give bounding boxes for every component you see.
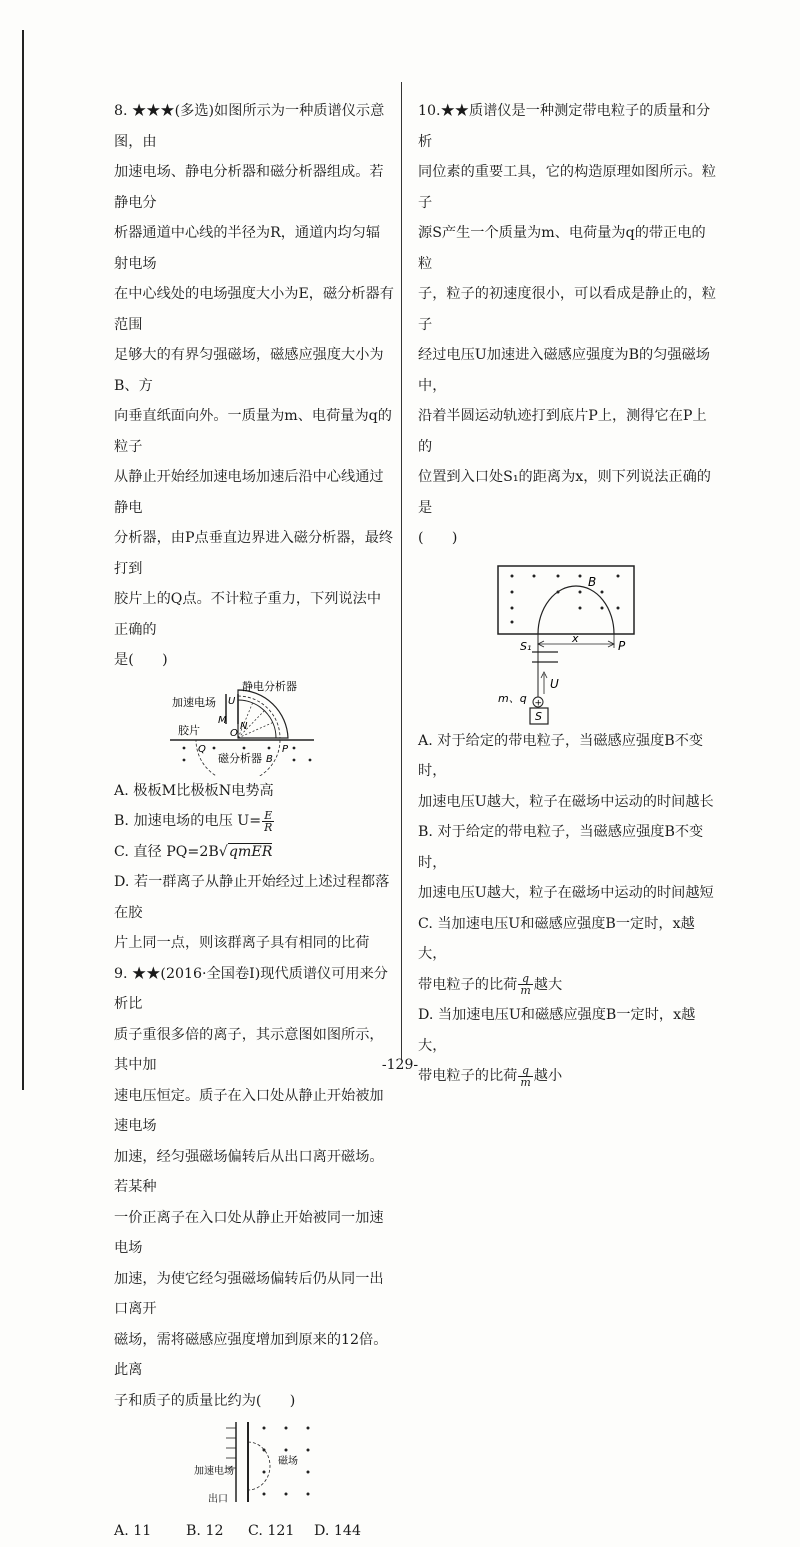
frac-denominator: m	[520, 984, 531, 997]
q8-option-b-text: B. 加速电场的电压 U=	[114, 813, 262, 829]
q8-o-label: O	[230, 727, 238, 739]
q8-u-label: U	[228, 695, 236, 707]
q8-film-label: 胶片	[178, 723, 200, 737]
q10-option-c-line1: C. 当加速电压U和磁感应强度B一定时，x越大，	[418, 915, 695, 962]
q8-line: 在中心线处的电场强度大小为E，磁分析器有范围	[114, 286, 394, 333]
right-column	[418, 96, 718, 1092]
q9-accel-label: 加速电场	[194, 1466, 234, 1477]
q10-field-dots	[511, 574, 620, 623]
q8-magnetic-label: 磁分析器	[218, 751, 262, 765]
q8-line: 足够大的有界匀强磁场，磁感应强度大小为B、方	[114, 347, 384, 394]
q10-option-d-text: 带电粒子的比荷	[418, 1068, 518, 1084]
q10-option-a-line2: 加速电压U越大，粒子在磁场中运动的时间越长	[418, 793, 714, 810]
q9-line: 磁场，需将磁感应强度增加到原来的12倍。此离	[114, 1331, 388, 1378]
q9-option-d: D. 144	[314, 1523, 361, 1539]
q8-p-label: P	[282, 743, 289, 755]
q9-line: 速电压恒定。质子在入口处从静止开始被加速电场	[114, 1087, 384, 1134]
frac-denominator: R	[264, 820, 273, 834]
q8-line: 析器通道中心线的半径为R，通道内均匀辐射电场	[114, 225, 381, 272]
q8-m-label: M	[218, 714, 227, 726]
q8-mass-spectrometer-diagram	[114, 676, 394, 776]
q9-line: 9. ★★(2016·全国卷Ⅰ)现代质谱仪可用来分析比	[114, 965, 388, 1012]
q10-option-a-line1: A. 对于给定的带电粒子，当磁感应强度B不变时，	[418, 732, 704, 779]
q8-line: 胶片上的Q点。不计粒子重力，下列说法中正确的	[114, 591, 382, 638]
q10-line: ( )	[418, 530, 458, 546]
q9-field-label: 磁场	[278, 1456, 298, 1467]
frac-numerator: q	[518, 973, 532, 985]
q9-field-arrows	[226, 1428, 236, 1468]
q8-line: 从静止开始经加速电场加速后沿中心线通过静电	[114, 469, 384, 516]
q10-line: 经过电压U加速进入磁感应强度为B的匀强磁场中，	[418, 347, 710, 394]
q8-n-label: N	[240, 720, 248, 732]
q9-spectrometer-diagram	[114, 1416, 394, 1516]
q8-option-d-line2: 片上同一点，则该群离子具有相同的比荷	[114, 935, 370, 951]
q10-line: 源S产生一个质量为m、电荷量为q的带正电的粒	[418, 225, 706, 272]
q9-option-b: B. 12	[186, 1523, 224, 1539]
q9-exit-label: 出口	[208, 1494, 228, 1505]
q10-option-d-suffix: 越小	[533, 1068, 563, 1084]
q10-option-c-text: 带电粒子的比荷	[418, 976, 518, 993]
q10-line: 10.★★质谱仪是一种测定带电粒子的质量和分析	[418, 103, 711, 150]
q8-option-d-line1: D. 若一群离子从静止开始经过上述过程都落在胶	[114, 874, 390, 921]
q9-line: 加速，经匀强磁场偏转后从出口离开磁场。若某种	[114, 1148, 384, 1195]
frac-denominator: m	[520, 1075, 531, 1089]
q10-option-c-fraction	[518, 973, 532, 996]
q10-option-b-line2: 加速电压U越大，粒子在磁场中运动的时间越短	[418, 885, 714, 901]
q10-line: 同位素的重要工具，它的构造原理如图所示。粒子	[418, 164, 716, 211]
q8-option-b	[114, 806, 394, 837]
q10-option-c-line2	[418, 970, 718, 1001]
column-divider	[401, 82, 402, 1060]
q9-line: 子和质子的质量比约为( )	[114, 1392, 296, 1409]
q10-option-c-suffix: 越大	[533, 976, 563, 993]
q9-options	[114, 1516, 394, 1547]
q10-x-label: x	[572, 631, 579, 645]
q9-line: 加速，为使它经匀强磁场偏转后仍从同一出口离开	[114, 1270, 384, 1317]
q8-option-c-text: C. 直径 PQ=2B	[114, 843, 219, 860]
q10-s1-label: S₁	[520, 639, 532, 653]
q8-line: 8. ★★★(多选)如图所示为一种质谱仪示意图，由	[114, 103, 385, 150]
q8-option-c	[114, 837, 394, 868]
q10-s-label: S	[535, 709, 542, 723]
binding-edge-line	[22, 30, 24, 1090]
q9-option-c: C. 121	[248, 1523, 295, 1539]
q10-option-d-line1: D. 当加速电压U和磁感应强度B一定时，x越大，	[418, 1007, 696, 1054]
q10-line: 子，粒子的初速度很小，可以看成是静止的，粒子	[418, 286, 716, 333]
q10-mq-label: m、q	[498, 691, 527, 705]
q8-line: 分析器，由P点垂直边界进入磁分析器，最终打到	[114, 530, 394, 577]
q9-particle-path	[248, 1442, 270, 1490]
question-8	[114, 96, 394, 959]
q8-option-b-fraction	[262, 810, 274, 833]
left-column	[114, 96, 394, 1547]
question-9	[114, 959, 394, 1547]
q10-b-label: B	[588, 574, 597, 589]
q8-option-c-sqrt-arg: qmER	[228, 843, 273, 860]
q8-line: 向垂直纸面向外。一质量为m、电荷量为q的粒子	[114, 408, 392, 455]
frac-numerator: q	[518, 1065, 532, 1077]
q8-static-label: 静电分析器	[242, 679, 297, 693]
q10-option-b-line1: B. 对于给定的带电粒子，当磁感应强度B不变时，	[418, 824, 704, 871]
q10-p-label: P	[618, 638, 626, 653]
plus-icon: +	[534, 698, 543, 708]
q10-line: 位置到入口处S₁的距离为x，则下列说法正确的是	[418, 469, 711, 516]
q8-line: 加速电场、静电分析器和磁分析器组成。若静电分	[114, 164, 384, 211]
q10-spectrometer-diagram	[418, 554, 718, 726]
sqrt-icon: √	[218, 843, 228, 860]
q8-option-a: A. 极板M比极板N电势高	[114, 782, 274, 799]
q10-u-label: U	[550, 676, 559, 691]
q9-line: 一价正离子在入口处从静止开始被同一加速电场	[114, 1209, 384, 1256]
q8-accel-label: 加速电场	[172, 695, 216, 709]
frac-numerator: E	[262, 810, 274, 822]
q8-q-label: Q	[198, 743, 206, 755]
q8-b-label: B	[266, 753, 273, 765]
q9-option-a: A. 11	[114, 1523, 152, 1539]
q9-line: 质子重很多倍的离子，其示意图如图所示，其中加	[114, 1026, 384, 1073]
question-10	[418, 96, 718, 1092]
q10-line: 沿着半圆运动轨迹打到底片P上，测得它在P上的	[418, 408, 707, 455]
q8-line: 是( )	[114, 652, 168, 668]
page-number: -129-	[381, 1057, 419, 1073]
